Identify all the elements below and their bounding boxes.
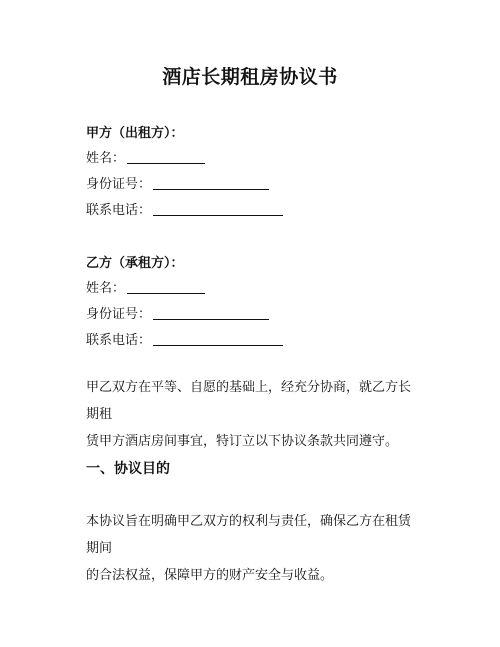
party-b-name-blank — [127, 292, 205, 294]
party-a-name-label: 姓名： — [86, 151, 126, 166]
party-a-phone-blank — [153, 214, 283, 216]
party-a-id-blank — [153, 188, 269, 190]
party-b-id-label: 身份证号： — [86, 307, 152, 322]
section-1-paragraph — [86, 508, 416, 589]
party-b-id-field — [86, 303, 269, 322]
party-b-phone-field — [86, 329, 283, 348]
party-b-phone-label: 联系电话： — [86, 333, 152, 348]
party-b-name-field — [86, 277, 205, 296]
party-a-id-label: 身份证号： — [86, 177, 152, 192]
party-a-name-blank — [127, 162, 205, 164]
document-title: 酒店长期租房协议书 — [162, 66, 338, 88]
intro-paragraph — [86, 374, 416, 455]
section-1-heading: 一、协议目的 — [86, 461, 170, 477]
party-b-id-blank — [153, 318, 269, 320]
section-1-line-2: 的合法权益，保障甲方的财产安全与收益。 — [86, 568, 334, 583]
party-a-name-field — [86, 147, 205, 166]
party-a-phone-field — [86, 199, 283, 218]
party-b-name-label: 姓名： — [86, 281, 126, 296]
section-1-line-1: 本协议旨在明确甲乙双方的权利与责任，确保乙方在租赁期间 — [86, 514, 412, 556]
party-a-id-field — [86, 173, 269, 192]
party-a-phone-label: 联系电话： — [86, 203, 152, 218]
intro-line-2: 赁甲方酒店房间事宜，特订立以下协议条款共同遵守。 — [86, 434, 399, 449]
party-b-phone-blank — [153, 344, 283, 346]
intro-line-1: 甲乙双方在平等、自愿的基础上，经充分协商，就乙方长期租 — [86, 380, 412, 422]
party-b-heading: 乙方（承租方）： — [86, 256, 184, 271]
party-a-heading: 甲方（出租方）： — [86, 126, 184, 141]
